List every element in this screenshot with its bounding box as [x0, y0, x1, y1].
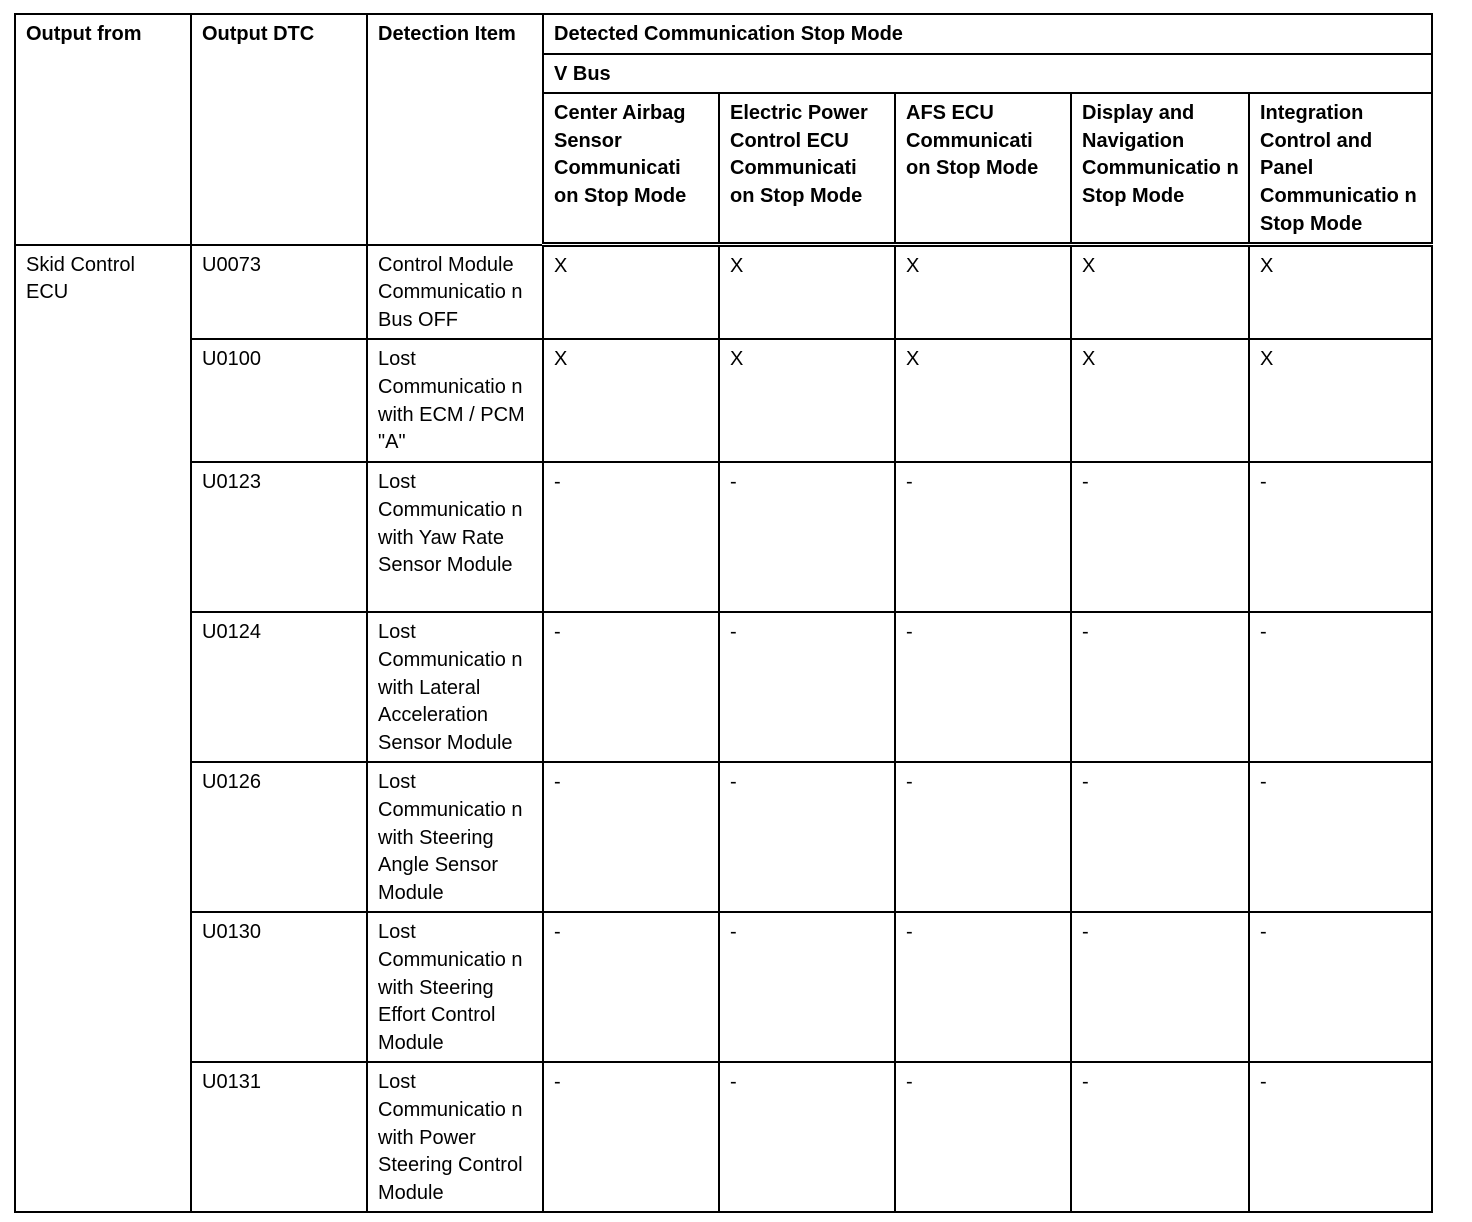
- mode-cell: X: [895, 245, 1071, 340]
- header-mode-display-navigation: Display and Navigation Communicatio n Stop Mode: [1071, 93, 1249, 244]
- header-mode-integration-control: Integration Control and Panel Communicatio n Stop Mode: [1249, 93, 1432, 244]
- detection-item-cell: Lost Communicatio n with Yaw Rate Sensor Module: [367, 462, 543, 612]
- header-bus: V Bus: [543, 54, 1432, 94]
- table-row: [15, 245, 1432, 340]
- mode-cell: -: [1249, 912, 1432, 1062]
- mode-cell: -: [1249, 762, 1432, 912]
- mode-cell: -: [895, 912, 1071, 1062]
- table-row: [15, 612, 1432, 762]
- mode-cell: X: [1249, 245, 1432, 340]
- header-output-dtc: Output DTC: [191, 14, 367, 245]
- detection-item-cell: Lost Communicatio n with Steering Angle Sensor Module: [367, 762, 543, 912]
- mode-cell: -: [719, 462, 895, 612]
- mode-cell: -: [1071, 612, 1249, 762]
- header-mode-center-airbag: Center Airbag Sensor Communicati on Stop Mode: [543, 93, 719, 244]
- detection-item-cell: Lost Communicatio n with Steering Effort Control Module: [367, 912, 543, 1062]
- dtc-cell: U0131: [191, 1062, 367, 1212]
- table-row: [15, 339, 1432, 462]
- detection-item-cell: Lost Communicatio n with Lateral Acceleration Sensor Module: [367, 612, 543, 762]
- output-from-cell: Skid Control ECU: [15, 245, 191, 1213]
- mode-cell: -: [543, 612, 719, 762]
- mode-cell: -: [719, 912, 895, 1062]
- table-row: [15, 462, 1432, 612]
- dtc-cell: U0123: [191, 462, 367, 612]
- mode-cell: -: [719, 762, 895, 912]
- dtc-cell: U0073: [191, 245, 367, 340]
- dtc-cell: U0100: [191, 339, 367, 462]
- mode-cell: -: [895, 462, 1071, 612]
- mode-cell: X: [895, 339, 1071, 462]
- mode-cell: -: [543, 912, 719, 1062]
- header-detected-mode: Detected Communication Stop Mode: [543, 14, 1432, 54]
- detection-item-cell: Control Module Communicatio n Bus OFF: [367, 245, 543, 340]
- mode-cell: -: [543, 1062, 719, 1212]
- mode-cell: X: [1071, 339, 1249, 462]
- header-detection-item: Detection Item: [367, 14, 543, 245]
- mode-cell: -: [1249, 1062, 1432, 1212]
- mode-cell: -: [719, 1062, 895, 1212]
- detection-item-cell: Lost Communicatio n with Power Steering Control Module: [367, 1062, 543, 1212]
- header-mode-electric-power: Electric Power Control ECU Communicati on Stop Mode: [719, 93, 895, 244]
- table-row: [15, 912, 1432, 1062]
- header-mode-afs-ecu: AFS ECU Communicati on Stop Mode: [895, 93, 1071, 244]
- dtc-cell: U0130: [191, 912, 367, 1062]
- mode-cell: X: [719, 339, 895, 462]
- mode-cell: -: [1071, 912, 1249, 1062]
- mode-cell: -: [895, 612, 1071, 762]
- dtc-cell: U0124: [191, 612, 367, 762]
- dtc-cell: U0126: [191, 762, 367, 912]
- mode-cell: -: [543, 462, 719, 612]
- mode-cell: X: [719, 245, 895, 340]
- mode-cell: -: [1071, 762, 1249, 912]
- header-output-from: Output from: [15, 14, 191, 245]
- mode-cell: -: [895, 762, 1071, 912]
- mode-cell: -: [543, 762, 719, 912]
- dtc-communication-stop-table: [14, 13, 1433, 1213]
- mode-cell: -: [1071, 462, 1249, 612]
- table-row: [15, 762, 1432, 912]
- detection-item-cell: Lost Communicatio n with ECM / PCM "A": [367, 339, 543, 462]
- mode-cell: X: [1249, 339, 1432, 462]
- mode-cell: X: [543, 339, 719, 462]
- mode-cell: -: [895, 1062, 1071, 1212]
- mode-cell: -: [1249, 462, 1432, 612]
- mode-cell: -: [1249, 612, 1432, 762]
- mode-cell: X: [1071, 245, 1249, 340]
- mode-cell: X: [543, 245, 719, 340]
- table-row: [15, 1062, 1432, 1212]
- mode-cell: -: [719, 612, 895, 762]
- mode-cell: -: [1071, 1062, 1249, 1212]
